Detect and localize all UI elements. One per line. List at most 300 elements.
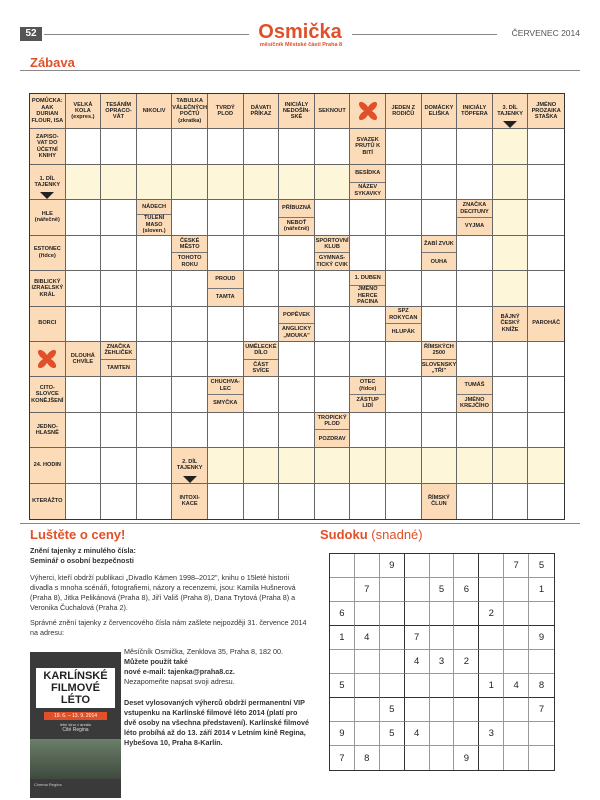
answer-cell[interactable] <box>279 377 315 412</box>
sudoku-empty-cell[interactable] <box>504 698 529 722</box>
clue-text: BÁJNÝ ČESKÝ KNÍŽE <box>500 314 520 333</box>
sudoku-given-cell: 7 <box>405 626 430 650</box>
clue-text: 1. DÍL TAJENKY <box>34 175 61 189</box>
answer-cell[interactable] <box>244 484 280 519</box>
clue-text: JEDNO-HLASNĚ <box>35 423 59 436</box>
clue-cell <box>137 200 173 235</box>
answer-cell-tajenka[interactable] <box>350 448 386 483</box>
answer-cell-tajenka[interactable] <box>137 165 173 200</box>
answer-cell[interactable] <box>528 342 564 377</box>
answer-cell[interactable] <box>422 377 458 412</box>
sudoku-empty-cell[interactable] <box>330 578 355 602</box>
sudoku-empty-cell[interactable] <box>529 602 554 626</box>
sudoku-grid <box>329 553 555 771</box>
answer-cell[interactable] <box>422 129 458 164</box>
answer-cell-tajenka[interactable] <box>493 129 529 164</box>
answer-cell[interactable] <box>137 236 173 271</box>
sudoku-empty-cell[interactable] <box>479 746 504 770</box>
clue-cell <box>528 94 564 129</box>
sudoku-empty-cell[interactable] <box>380 626 405 650</box>
answer-cell-tajenka[interactable] <box>493 236 529 271</box>
answer-cell[interactable] <box>101 377 137 412</box>
answer-cell-tajenka[interactable] <box>244 165 280 200</box>
email-note: Nezapomeňte napsat svoji adresu. <box>124 677 235 686</box>
sudoku-empty-cell[interactable] <box>454 674 479 698</box>
clue-text: BESÍDKA <box>355 169 381 176</box>
sudoku-given-cell: 9 <box>529 626 554 650</box>
clue-cell <box>350 377 386 412</box>
sudoku-empty-cell[interactable] <box>479 698 504 722</box>
clue-text: SMYČKA <box>208 394 243 412</box>
answer-cell[interactable] <box>386 377 422 412</box>
answer-cell[interactable] <box>315 484 351 519</box>
answer-cell[interactable] <box>457 165 493 200</box>
answer-cell[interactable] <box>208 413 244 448</box>
sudoku-empty-cell[interactable] <box>380 578 405 602</box>
clue-text: DLOUHÁ CHVÍLE <box>70 352 95 366</box>
sudoku-empty-cell[interactable] <box>430 698 455 722</box>
clue-text: SEKNOUT <box>318 107 346 114</box>
answer-cell[interactable] <box>386 200 422 235</box>
answer-cell[interactable] <box>422 200 458 235</box>
sudoku-empty-cell[interactable] <box>405 674 430 698</box>
clue-text: ANGLICKY „MOUKA" <box>279 323 314 341</box>
film-festival-poster <box>30 652 121 798</box>
clue-cell <box>422 342 458 377</box>
sudoku-empty-cell[interactable] <box>355 602 380 626</box>
answer-cell[interactable] <box>66 307 102 342</box>
answer-cell[interactable] <box>422 271 458 306</box>
sudoku-empty-cell[interactable] <box>355 698 380 722</box>
clue-cell <box>350 271 386 306</box>
poster-venue-name: Cité Regina <box>62 727 89 733</box>
answer-cell[interactable] <box>528 165 564 200</box>
clue-text: JMÉNO HERCE PACINA <box>350 285 385 305</box>
answer-cell[interactable] <box>528 129 564 164</box>
answer-cell[interactable] <box>315 377 351 412</box>
sudoku-empty-cell[interactable] <box>504 602 529 626</box>
clue-text: DÁVATI PŘÍKAZ <box>250 104 272 118</box>
answer-cell[interactable] <box>101 448 137 483</box>
clue-cell <box>30 413 66 448</box>
answer-cell[interactable] <box>101 236 137 271</box>
answer-cell-tajenka[interactable] <box>422 448 458 483</box>
answer-cell[interactable] <box>386 236 422 271</box>
section-title-zabava: Zábava <box>30 55 75 70</box>
sudoku-empty-cell[interactable] <box>380 602 405 626</box>
sudoku-given-cell: 2 <box>479 602 504 626</box>
clue-text: TAMTA <box>208 288 243 306</box>
sudoku-given-cell: 5 <box>430 578 455 602</box>
answer-cell-tajenka[interactable] <box>493 200 529 235</box>
clue-cell <box>172 236 208 271</box>
answer-cell[interactable] <box>244 377 280 412</box>
clue-cell <box>422 94 458 129</box>
clue-cell <box>30 236 66 271</box>
sudoku-empty-cell[interactable] <box>479 554 504 578</box>
answer-cell[interactable] <box>422 307 458 342</box>
answer-cell[interactable] <box>386 484 422 519</box>
clue-text: POZDRAV <box>315 429 350 447</box>
sudoku-empty-cell[interactable] <box>479 578 504 602</box>
answer-cell[interactable] <box>66 271 102 306</box>
sudoku-empty-cell[interactable] <box>430 626 455 650</box>
sudoku-empty-cell[interactable] <box>405 698 430 722</box>
clue-text: SVAZEK PRUTŮ K BITÍ <box>355 136 381 156</box>
answer-cell-tajenka[interactable] <box>208 165 244 200</box>
answer-cell-tajenka[interactable] <box>101 165 137 200</box>
answer-cell-tajenka[interactable] <box>457 448 493 483</box>
answer-cell[interactable] <box>137 129 173 164</box>
answer-cell[interactable] <box>279 342 315 377</box>
clue-text: JMÉNO KREJČÍHO <box>457 394 492 412</box>
clue-text: ČÁST SVÍCE <box>244 359 279 377</box>
clue-text: 1. DUBEN <box>354 274 381 281</box>
sudoku-empty-cell[interactable] <box>504 746 529 770</box>
answer-cell[interactable] <box>244 413 280 448</box>
sudoku-empty-cell[interactable] <box>454 554 479 578</box>
send-instructions: Správné znění tajenky z červencového čísla nám zašlete nejpozději 31. července 2014 na adresu: <box>30 618 307 637</box>
header-rule-right <box>352 34 497 35</box>
answer-cell[interactable] <box>350 307 386 342</box>
answer-cell[interactable] <box>493 484 529 519</box>
answer-cell[interactable] <box>244 271 280 306</box>
answer-cell-tajenka[interactable] <box>386 448 422 483</box>
sudoku-empty-cell[interactable] <box>405 578 430 602</box>
sudoku-empty-cell[interactable] <box>529 650 554 674</box>
clue-text: VELKÁ KOLA (expres.) <box>71 101 95 121</box>
answer-cell[interactable] <box>422 413 458 448</box>
answer-cell[interactable] <box>66 200 102 235</box>
clue-text: OTEC (řídce) <box>359 379 377 392</box>
sudoku-empty-cell[interactable] <box>430 674 455 698</box>
answer-cell[interactable] <box>137 307 173 342</box>
answer-cell[interactable] <box>137 484 173 519</box>
sudoku-empty-cell[interactable] <box>380 674 405 698</box>
answer-cell[interactable] <box>66 484 102 519</box>
flower-ornament-icon <box>350 94 386 129</box>
answer-cell[interactable] <box>457 484 493 519</box>
answer-cell[interactable] <box>172 129 208 164</box>
clue-text: GYMNAS-TICKÝ CVIK <box>315 252 350 270</box>
poster-line3: LÉTO <box>60 694 91 706</box>
clue-cell <box>279 307 315 342</box>
answer-cell[interactable] <box>350 413 386 448</box>
clue-text: UMĚLECKÉ DÍLO <box>245 343 277 357</box>
sudoku-given-cell: 4 <box>405 650 430 674</box>
clue-text: CHUCHVA-LEC <box>210 379 240 392</box>
clue-text: BORCI <box>38 320 57 327</box>
clue-text: POPĚVEK <box>282 311 311 318</box>
answer-cell[interactable] <box>208 200 244 235</box>
answer-cell[interactable] <box>422 165 458 200</box>
answer-cell[interactable] <box>244 307 280 342</box>
answer-cell[interactable] <box>386 342 422 377</box>
answer-cell[interactable] <box>528 377 564 412</box>
sudoku-given-cell: 4 <box>504 674 529 698</box>
answer-cell-tajenka[interactable] <box>172 165 208 200</box>
answer-cell[interactable] <box>66 129 102 164</box>
clue-text: ŘÍMSKÝCH 2500 <box>423 343 454 357</box>
sudoku-empty-cell[interactable] <box>355 674 380 698</box>
answer-cell[interactable] <box>279 129 315 164</box>
answer-cell[interactable] <box>101 413 137 448</box>
sudoku-given-cell: 6 <box>330 602 355 626</box>
sudoku-empty-cell[interactable] <box>504 578 529 602</box>
clue-cell <box>315 94 351 129</box>
clue-text: ZNAČKA DECITUNY <box>460 202 489 215</box>
clue-text: TABULKA VÁLEČNÝCH POČTŮ (zkratka) <box>172 98 208 124</box>
sudoku-given-cell: 9 <box>380 554 405 578</box>
clue-text: INICIÁLY NEDOŠÍN-SKÉ <box>282 101 311 121</box>
sudoku-empty-cell[interactable] <box>330 554 355 578</box>
clue-cell <box>493 94 529 129</box>
answer-cell[interactable] <box>172 342 208 377</box>
answer-cell[interactable] <box>528 200 564 235</box>
answer-cell[interactable] <box>66 413 102 448</box>
sudoku-empty-cell[interactable] <box>430 602 455 626</box>
clue-cell <box>422 236 458 271</box>
answer-cell[interactable] <box>386 271 422 306</box>
answer-cell[interactable] <box>66 236 102 271</box>
clue-text: TVRDÝ PLOD <box>215 104 235 118</box>
answer-cell[interactable] <box>315 342 351 377</box>
sudoku-empty-cell[interactable] <box>355 554 380 578</box>
clue-cell <box>66 342 102 377</box>
answer-cell[interactable] <box>101 200 137 235</box>
page-number: 52 <box>20 27 42 41</box>
clue-text: JEDEN Z RODIČŮ <box>391 104 416 118</box>
clue-text: TULENÍ MASO (sloven.) <box>137 214 172 234</box>
sudoku-empty-cell[interactable] <box>504 626 529 650</box>
answer-cell[interactable] <box>493 413 529 448</box>
sudoku-given-cell: 7 <box>330 746 355 770</box>
sudoku-empty-cell[interactable] <box>330 698 355 722</box>
clue-cell <box>493 307 529 342</box>
clue-text: 2. DÍL TAJENKY <box>176 458 203 472</box>
sudoku-empty-cell[interactable] <box>529 746 554 770</box>
contest-previous <box>30 546 313 566</box>
sudoku-empty-cell[interactable] <box>454 602 479 626</box>
answer-cell-tajenka[interactable] <box>244 448 280 483</box>
answer-cell[interactable] <box>315 271 351 306</box>
sudoku-empty-cell[interactable] <box>430 722 455 746</box>
header-rule-left <box>44 34 249 35</box>
clue-cell <box>172 448 208 483</box>
sudoku-empty-cell[interactable] <box>380 650 405 674</box>
clue-text: TUMÁŠ <box>464 382 485 389</box>
sudoku-given-cell: 6 <box>454 578 479 602</box>
answer-cell[interactable] <box>315 200 351 235</box>
answer-cell[interactable] <box>457 307 493 342</box>
answer-cell[interactable] <box>244 129 280 164</box>
answer-cell[interactable] <box>208 342 244 377</box>
clue-text: ZÁSTUP LIDÍ <box>350 394 385 412</box>
clue-text: NEBOŤ (nářečně) <box>279 217 314 235</box>
answer-cell[interactable] <box>101 129 137 164</box>
answer-cell[interactable] <box>528 271 564 306</box>
flower-ornament-icon <box>30 342 66 377</box>
magazine-logo: Osmička <box>258 21 342 43</box>
answer-cell[interactable] <box>101 307 137 342</box>
clue-cell <box>350 129 386 164</box>
clue-text: INICIÁLY TÖPFERA <box>461 104 488 118</box>
clue-text: SLOVENSKY „TŘI" <box>422 359 457 377</box>
clue-cell <box>30 129 66 164</box>
sudoku-empty-cell[interactable] <box>454 626 479 650</box>
answer-cell-tajenka[interactable] <box>528 448 564 483</box>
answer-cell-tajenka[interactable] <box>315 448 351 483</box>
answer-cell[interactable] <box>457 129 493 164</box>
answer-cell[interactable] <box>244 236 280 271</box>
clue-cell <box>422 484 458 519</box>
sudoku-empty-cell[interactable] <box>405 746 430 770</box>
answer-cell[interactable] <box>315 307 351 342</box>
answer-cell[interactable] <box>208 129 244 164</box>
sudoku-empty-cell[interactable] <box>330 650 355 674</box>
poster-line1: KARLÍNSKÉ <box>43 670 108 682</box>
answer-cell[interactable] <box>528 484 564 519</box>
sudoku-title-block <box>320 527 423 542</box>
sudoku-given-cell: 8 <box>529 674 554 698</box>
clue-cell <box>66 94 102 129</box>
answer-cell[interactable] <box>279 484 315 519</box>
sudoku-empty-cell[interactable] <box>479 650 504 674</box>
clue-cell <box>101 342 137 377</box>
clue-text: DOMÁCKY ELIŠKA <box>424 104 454 118</box>
answer-cell[interactable] <box>244 200 280 235</box>
answer-cell[interactable] <box>350 200 386 235</box>
sudoku-empty-cell[interactable] <box>430 746 455 770</box>
answer-cell[interactable] <box>279 236 315 271</box>
sudoku-empty-cell[interactable] <box>355 722 380 746</box>
answer-cell[interactable] <box>101 484 137 519</box>
answer-cell[interactable] <box>279 413 315 448</box>
sudoku-empty-cell[interactable] <box>430 554 455 578</box>
answer-cell[interactable] <box>386 413 422 448</box>
arrow-down-icon <box>503 121 517 128</box>
sudoku-given-cell: 7 <box>504 554 529 578</box>
answer-cell[interactable] <box>493 342 529 377</box>
clue-text: HLE (nářečně) <box>34 211 60 224</box>
sudoku-difficulty: (snadné) <box>371 527 423 542</box>
answer-cell[interactable] <box>350 484 386 519</box>
answer-cell[interactable] <box>66 448 102 483</box>
sudoku-empty-cell[interactable] <box>529 722 554 746</box>
clue-cell <box>30 307 66 342</box>
clue-text: 24. HODIN <box>33 462 61 469</box>
answer-cell[interactable] <box>137 413 173 448</box>
clue-text: BIBLICKÝ IZRAELSKÝ KRÁL <box>31 278 64 298</box>
contest-address: Měsíčník Osmička, Zenklova 35, Praha 8, 182 00. <box>124 647 283 656</box>
clue-cell <box>457 200 493 235</box>
answer-cell[interactable] <box>137 377 173 412</box>
clue-text: ŘÍMSKÝ ČLUN <box>428 494 450 508</box>
answer-cell[interactable] <box>528 413 564 448</box>
answer-cell-tajenka[interactable] <box>493 165 529 200</box>
answer-cell-tajenka[interactable] <box>279 165 315 200</box>
sudoku-given-cell: 3 <box>430 650 455 674</box>
magazine-subtitle: měsíčník Městské části Praha 8 <box>259 42 343 48</box>
sudoku-empty-cell[interactable] <box>454 722 479 746</box>
sudoku-given-cell: 2 <box>454 650 479 674</box>
answer-cell[interactable] <box>172 200 208 235</box>
answer-cell-tajenka[interactable] <box>208 448 244 483</box>
answer-cell[interactable] <box>457 236 493 271</box>
answer-cell[interactable] <box>66 377 102 412</box>
answer-cell[interactable] <box>457 271 493 306</box>
clue-text: PROUD <box>215 276 236 283</box>
answer-cell[interactable] <box>386 165 422 200</box>
clue-cell <box>528 307 564 342</box>
answer-cell[interactable] <box>457 342 493 377</box>
answer-cell-tajenka[interactable] <box>279 448 315 483</box>
answer-cell[interactable] <box>528 236 564 271</box>
answer-cell-tajenka[interactable] <box>493 271 529 306</box>
answer-cell[interactable] <box>457 413 493 448</box>
answer-cell[interactable] <box>208 307 244 342</box>
answer-cell[interactable] <box>350 236 386 271</box>
answer-cell[interactable] <box>172 377 208 412</box>
clue-text: NÁZEV SYKAVKY <box>350 182 385 200</box>
email-line-2: nové e-mail: tajenka@praha8.cz. <box>124 667 235 676</box>
sudoku-empty-cell[interactable] <box>405 602 430 626</box>
answer-cell[interactable] <box>137 342 173 377</box>
answer-cell[interactable] <box>137 448 173 483</box>
clue-cell <box>279 94 315 129</box>
answer-cell-tajenka[interactable] <box>66 165 102 200</box>
answer-cell[interactable] <box>350 342 386 377</box>
sudoku-empty-cell[interactable] <box>405 554 430 578</box>
clue-cell <box>101 94 137 129</box>
answer-cell[interactable] <box>315 129 351 164</box>
clue-text: ESTONEC (řídce) <box>33 246 61 259</box>
poster-dates: 19. 6. – 13. 9. 2014 <box>44 712 107 720</box>
answer-cell[interactable] <box>208 484 244 519</box>
clue-text: OUHA <box>422 252 457 270</box>
sudoku-empty-cell[interactable] <box>355 650 380 674</box>
sudoku-given-cell: 5 <box>380 722 405 746</box>
answer-cell-tajenka[interactable] <box>315 165 351 200</box>
answer-cell[interactable] <box>172 413 208 448</box>
answer-cell[interactable] <box>137 271 173 306</box>
sudoku-empty-cell[interactable] <box>479 626 504 650</box>
clue-text: INTOXI-KACE <box>179 494 200 508</box>
arrow-down-icon <box>40 192 54 199</box>
answer-cell[interactable] <box>493 377 529 412</box>
answer-cell[interactable] <box>172 271 208 306</box>
sudoku-given-cell: 8 <box>355 746 380 770</box>
previous-answer: Seminář o osobní bezpečnosti <box>30 556 134 565</box>
sudoku-empty-cell[interactable] <box>380 746 405 770</box>
sudoku-given-cell: 5 <box>330 674 355 698</box>
prize-text: Deset vylosovaných výherců obdrží permanentní VIP vstupenku na Karlínské filmové léto 2014 (platí pro dvě osoby na všechna představení). Karlínské filmové léto probíhá až do 13. září 2014 v Letním kině Regina, Hybešova 10, Praha 8-Karlín. <box>124 698 309 747</box>
sudoku-given-cell: 7 <box>529 698 554 722</box>
answer-cell[interactable] <box>386 129 422 164</box>
sudoku-empty-cell[interactable] <box>454 698 479 722</box>
sudoku-empty-cell[interactable] <box>504 650 529 674</box>
clue-cell <box>137 94 173 129</box>
answer-cell-tajenka[interactable] <box>493 448 529 483</box>
answer-cell[interactable] <box>208 236 244 271</box>
sudoku-empty-cell[interactable] <box>504 722 529 746</box>
clue-cell <box>172 484 208 519</box>
clue-cell <box>315 413 351 448</box>
answer-cell[interactable] <box>101 271 137 306</box>
answer-cell[interactable] <box>279 271 315 306</box>
sudoku-given-cell: 4 <box>355 626 380 650</box>
answer-cell[interactable] <box>172 307 208 342</box>
